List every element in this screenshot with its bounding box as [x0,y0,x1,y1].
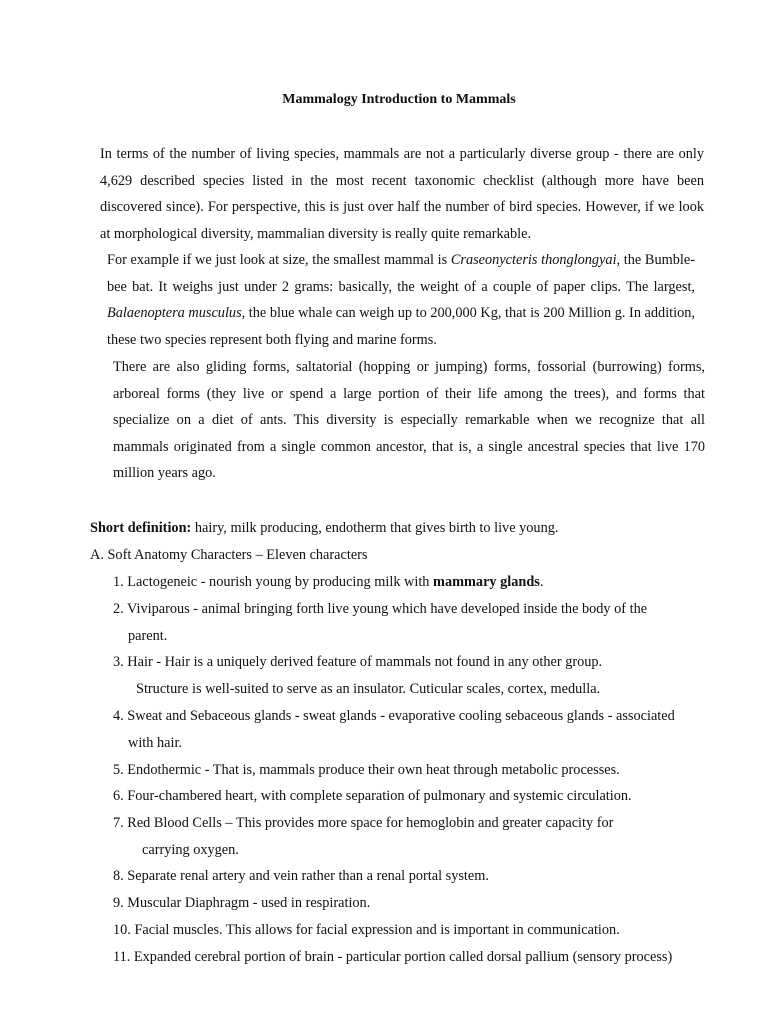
list-item: 2. Viviparous - animal bringing forth live young which have developed inside the body of the [113,601,648,617]
forms-paragraph [113,354,705,487]
short-definition [90,518,558,538]
list-item: 8. Separate renal artery and vein rather than a renal portal system. [113,868,489,884]
list-item: 11. Expanded cerebral portion of brain - particular portion called dorsal pallium (sensory process) [113,949,673,965]
definition-label: Short definition: [90,520,192,536]
list-item: 10. Facial muscles. This allows for facial expression and is important in communication. [113,922,620,938]
list-item-text: . [539,574,544,590]
list-item-continuation: Structure is well-suited to serve as an insulator. Cuticular scales, cortex, medulla. [136,681,601,697]
list-item [113,572,543,592]
list-item: 7. Red Blood Cells – This provides more space for hemoglobin and greater capacity for [113,815,614,831]
paragraph-text: There are also gliding forms, saltatorial (hopping or jumping) forms, fossorial (burrowing) forms, arboreal forms (they live or spend a large portion of their life among the trees), and forms that specialize on a diet of ants. This diversity is especially remarkable when we recognize that all mammals originated from a single common ancestor, that is, a single ancestral species that live 170 million years ago. [113,359,705,482]
paragraph-part: , the blue whale can weigh up to 200,000 Kg, that is 200 Million g. In addition, these two species represent both flying and marine forms. [107,305,695,348]
list-item: 4. Sweat and Sebaceous glands - sweat glands - evaporative cooling sebaceous glands - associated [113,708,675,724]
list-item: 9. Muscular Diaphragm - used in respiration. [113,895,371,911]
list-item: 3. Hair - Hair is a uniquely derived feature of mammals not found in any other group. [113,654,603,670]
species-name: Balaenoptera musculus [107,305,242,322]
document-title: Mammalogy Introduction to Mammals [282,92,516,107]
paragraph-part: For example if we just look at size, the smallest mammal is [107,252,451,268]
species-name: Craseonycteris thonglongyai [450,252,617,268]
intro-paragraph [100,141,704,247]
paragraph-text [107,247,695,353]
size-paragraph [107,247,695,353]
list-item-bold: mammary glands [433,574,540,590]
list-item-continuation: carrying oxygen. [142,842,239,858]
paragraph-part: , the Bumble-bee bat. It weighs just under 2 grams: basically, the weight of a couple of paper clips. The largest, [107,252,695,295]
list-item: 5. Endothermic - That is, mammals produce their own heat through metabolic processes. [113,762,620,778]
section-heading: A. Soft Anatomy Characters – Eleven characters [90,547,368,563]
list-item-continuation: with hair. [128,735,183,751]
paragraph-text: In terms of the number of living species, mammals are not a particularly diverse group - there are only 4,629 described species listed in the most recent taxonomic checklist (although more have been discovered since). For perspective, this is just over half the number of bird species. However, if we look at morphological diversity, mammalian diversity is really quite remarkable. [100,146,704,242]
list-item-continuation: parent. [128,628,168,644]
definition-text: hairy, milk producing, endotherm that gives birth to live young. [191,520,559,536]
list-item-text: 1. Lactogeneic - nourish young by producing milk with [113,574,434,590]
list-item: 6. Four-chambered heart, with complete separation of pulmonary and systemic circulation. [113,788,632,804]
